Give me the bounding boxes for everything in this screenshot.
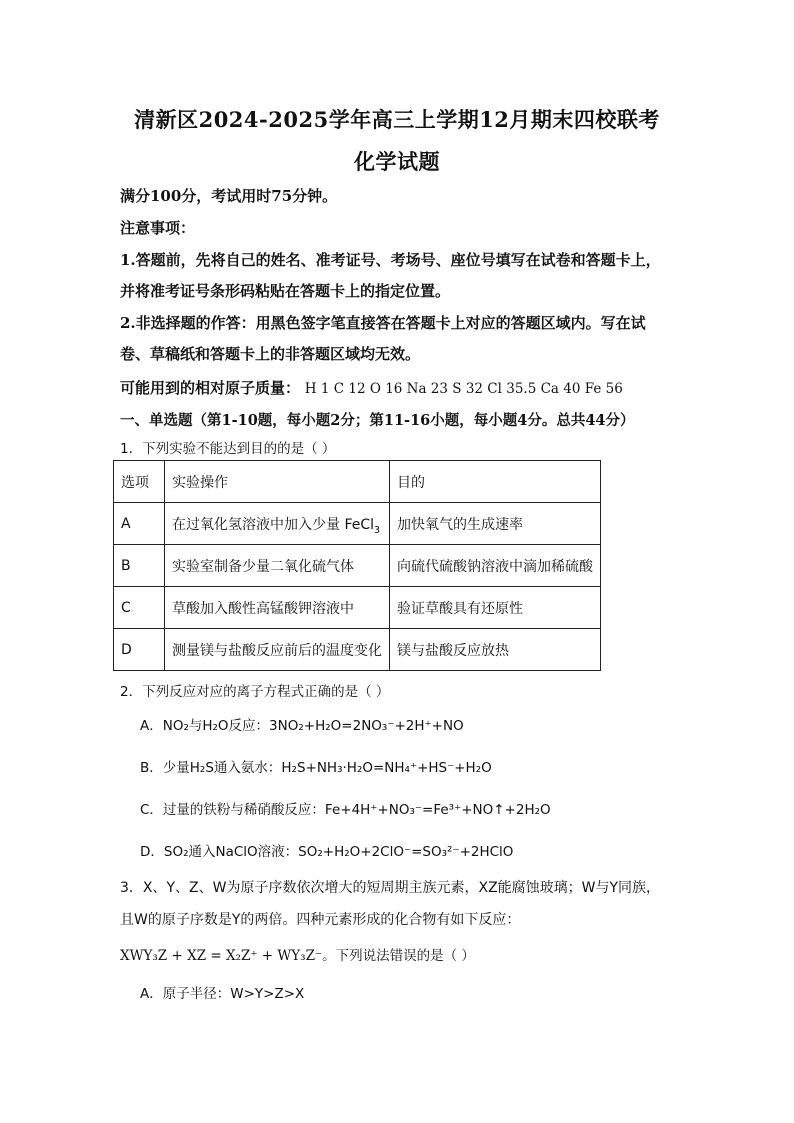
score-time-line: 满分100分，考试用时75分钟。: [120, 187, 338, 205]
question-3-reaction: XWY₃Z + XZ = X₂Z⁺ + WY₃Z⁻: [120, 948, 323, 964]
purpose-cell: 镁与盐酸反应放热: [390, 629, 601, 671]
purpose-cell: 加快氧气的生成速率: [390, 503, 601, 545]
atomic-mass-line: [120, 377, 680, 398]
question-3-question: 。下列说法错误的是（ ）: [322, 948, 475, 964]
option-cell: C: [114, 587, 165, 629]
table-header-cell: 目的: [390, 461, 601, 503]
question-1-table: [113, 460, 601, 671]
question-1-stem: 1．下列实验不能达到目的的是（ ）: [120, 441, 336, 457]
purpose-cell: 向硫代硫酸钠溶液中滴加稀硫酸: [390, 545, 601, 587]
operation-cell: 在过氧化氢溶液中加入少量 FeCl$_3$: [165, 503, 390, 545]
exam-title: 清新区2024-2025学年高三上学期12月期末四校联考: [134, 107, 660, 132]
question-2-option-c: C．过量的铁粉与稀硝酸反应：Fe+4H⁺+NO₃⁻=Fe³⁺+NO↑+2H₂O: [140, 802, 551, 818]
note-1-line-1: 1.答题前，先将自己的姓名、准考证号、考场号、座位号填写在试卷和答题卡上，: [120, 251, 661, 269]
table-header-row: [114, 461, 601, 503]
atomic-mass-label: 可能用到的相对原子质量：: [120, 379, 301, 397]
option-cell: A: [114, 503, 165, 545]
question-3-stem-line-2: 且W的原子序数是Y的两倍。四种元素形成的化合物有如下反应：: [120, 912, 521, 928]
question-2-stem: 2．下列反应对应的离子方程式正确的是（ ）: [120, 684, 390, 700]
option-cell: D: [114, 629, 165, 671]
atomic-mass-values: H 1 C 12 O 16 Na 23 S 32 Cl 35.5 Ca 40 Fe 56: [304, 381, 623, 397]
question-2-option-b: B．少量H₂S通入氨水：H₂S+NH₃·H₂O=NH₄⁺+HS⁻+H₂O: [140, 760, 492, 776]
notes-heading: 注意事项：: [120, 219, 196, 237]
operation-cell: 测量镁与盐酸反应前后的温度变化: [165, 629, 390, 671]
operation-cell: 实验室制备少量二氧化硫气体: [165, 545, 390, 587]
table-row: [114, 545, 601, 587]
table-header-cell: 实验操作: [165, 461, 390, 503]
question-3-reaction-line: [120, 944, 680, 964]
table-header-cell: 选项: [114, 461, 165, 503]
question-3-option-a: A．原子半径：W>Y>Z>X: [140, 986, 305, 1002]
table-row: [114, 629, 601, 671]
option-cell: B: [114, 545, 165, 587]
note-2-line-1: 2.非选择题的作答：用黑色签字笔直接答在答题卡上对应的答题区域内。写在试: [120, 314, 646, 332]
question-2-option-d: D．SO₂通入NaClO溶液：SO₂+H₂O+2ClO⁻=SO₃²⁻+2HClO: [140, 844, 514, 860]
purpose-cell: 验证草酸具有还原性: [390, 587, 601, 629]
question-3-stem-line-1: 3．X、Y、Z、W为原子序数依次增大的短周期主族元素，XZ能腐蚀玻璃；W与Y同族，: [120, 880, 661, 896]
operation-cell: 草酸加入酸性高锰酸钾溶液中: [165, 587, 390, 629]
table-row: [114, 587, 601, 629]
exam-subtitle: 化学试题: [354, 149, 440, 174]
note-1-line-2: 并将准考证号条形码粘贴在答题卡上的指定位置。: [120, 282, 451, 300]
note-2-line-2: 卷、草稿纸和答题卡上的非答题区域均无效。: [120, 345, 421, 363]
question-2-option-a: A．NO₂与H₂O反应：3NO₂+H₂O=2NO₃⁻+2H⁺+NO: [140, 718, 464, 734]
section-1-heading: 一、单选题（第1-10题，每小题2分；第11-16小题，每小题4分。总共44分）: [120, 412, 635, 429]
table-row: [114, 503, 601, 545]
